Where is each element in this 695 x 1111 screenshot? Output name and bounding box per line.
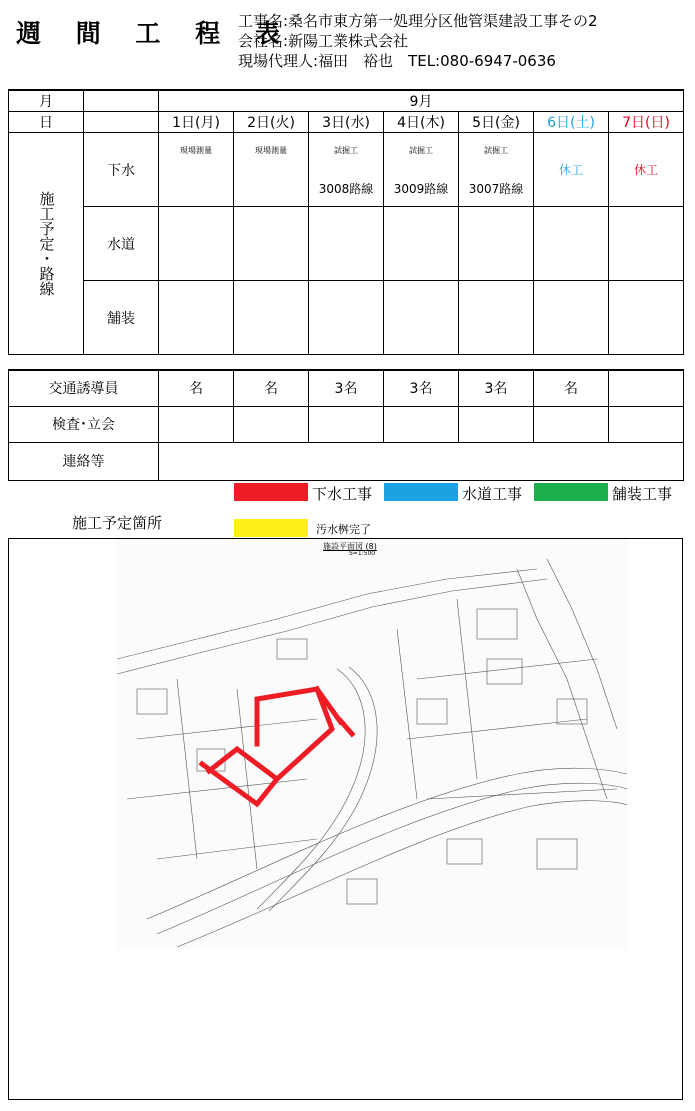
inspection-value [534,406,609,442]
map-scale: S=1:500 [349,550,376,557]
paving-cell [609,281,684,355]
sewer-task: 現場測量 [255,146,287,155]
category-paving: 舗装 [84,281,159,355]
sewer-cell-2 [234,133,309,207]
inspection-value [309,406,384,442]
legend-swatch-paving [534,483,608,501]
inspection-value [159,406,234,442]
paving-cell [534,281,609,355]
sewer-route: 3009路線 [393,182,449,196]
water-cell [234,207,309,281]
sewer-task: 試掘工 [409,146,433,155]
water-cell [609,207,684,281]
sewer-cell-3 [309,133,384,207]
sewer-task: 試掘工 [334,146,358,155]
sewer-task: 試掘工 [484,146,508,155]
paving-cell [159,281,234,355]
water-cell [459,207,534,281]
holiday-label: 休工 [558,163,583,177]
day-header-3: 3日(水) [309,112,384,133]
traffic-guard-value: 3名 [459,370,534,406]
traffic-guard-value: 名 [234,370,309,406]
sewer-cell-4 [384,133,459,207]
inspection-value [234,406,309,442]
traffic-guard-value: 3名 [384,370,459,406]
paving-cell [459,281,534,355]
staff-table [8,369,684,481]
month-label: 月 [9,90,84,112]
contact-label: 連絡等 [9,442,159,480]
water-cell [384,207,459,281]
legend-swatch-water [384,483,458,501]
category-sewer: 下水 [84,133,159,207]
sewer-cell-7 [609,133,684,207]
day-blank [84,112,159,133]
holiday-label: 休工 [633,163,658,177]
paving-cell [309,281,384,355]
site-plan-drawing [117,539,627,949]
legend-label-water: 水道工事 [462,485,523,503]
day-header-4: 4日(木) [384,112,459,133]
contact-value [159,442,684,480]
map-title: 施設平面図 (8) [323,542,377,551]
sewer-cell-5 [459,133,534,207]
traffic-guard-value: 名 [159,370,234,406]
site-plan-map [117,539,627,949]
legend-swatch-sewer [234,483,308,501]
legend-swatch-catch-basin [234,519,308,537]
schedule-table [8,89,684,355]
water-cell [309,207,384,281]
day-header-5: 5日(金) [459,112,534,133]
section-label-cell [9,133,84,355]
month-blank [84,90,159,112]
traffic-guard-label: 交通誘導員 [9,370,159,406]
traffic-guard-value [609,370,684,406]
sewer-cell-6 [534,133,609,207]
water-cell [534,207,609,281]
water-cell [159,207,234,281]
month-value: 9月 [159,90,684,112]
day-header-2: 2日(火) [234,112,309,133]
inspection-value [384,406,459,442]
paving-cell [234,281,309,355]
document-title: 週 間 工 程 表 [16,19,293,48]
day-header-7: 7日(日) [609,112,684,133]
company-name: 会社名:新陽工業株式会社 [238,32,409,50]
sewer-route: 3007路線 [468,182,524,196]
sewer-route: 3008路線 [318,182,374,196]
project-name: 工事名:桑名市東方第一処理分区他管渠建設工事その2 [238,12,598,30]
sewer-task: 現場測量 [180,146,212,155]
day-header-6: 6日(土) [534,112,609,133]
site-agent: 現場代理人:福田 裕也 TEL:080-6947-0636 [238,52,556,70]
day-label: 日 [9,112,84,133]
category-water: 水道 [84,207,159,281]
inspection-value [609,406,684,442]
map-section-label: 施工予定箇所 [72,514,163,532]
traffic-guard-value: 名 [534,370,609,406]
inspection-value [459,406,534,442]
paving-cell [384,281,459,355]
legend-label-sewer: 下水工事 [312,485,373,503]
traffic-guard-value: 3名 [309,370,384,406]
sewer-cell-1 [159,133,234,207]
day-header-1: 1日(月) [159,112,234,133]
legend-label-catch-basin: 汚水桝完了 [316,523,371,536]
construction-map-frame [8,538,683,1100]
inspection-label: 検査･立会 [9,406,159,442]
section-label: 施工予定・路線 [37,191,56,296]
legend-label-paving: 舗装工事 [612,485,673,503]
